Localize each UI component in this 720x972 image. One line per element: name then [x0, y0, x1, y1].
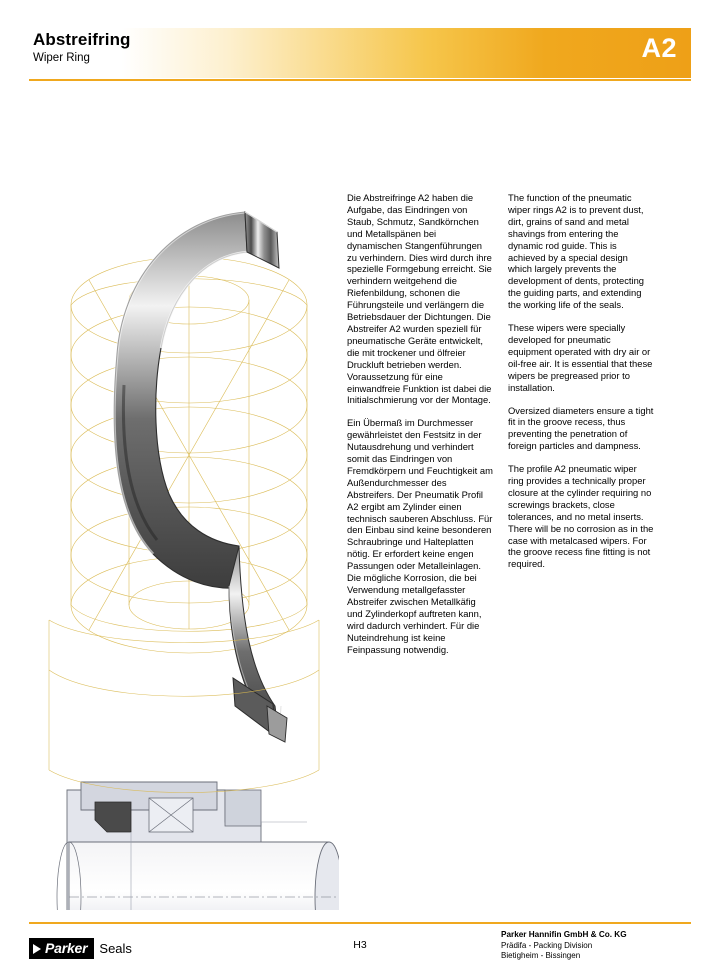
page-title: Abstreifring: [33, 30, 131, 49]
paragraph-en-3: Oversized diameters ensure a tight fit in the groove recess, thus preventing the penetration of foreign particles and dampness.: [508, 404, 654, 452]
header-titles: [33, 30, 131, 66]
parker-logo-seals: Seals: [99, 940, 132, 956]
technical-illustration: [29, 150, 339, 910]
cross-section-assembly: [57, 774, 339, 910]
construction-wireframe: [71, 257, 307, 653]
company-address: [501, 930, 691, 962]
text-column-english: [508, 192, 654, 581]
footer-divider: [29, 922, 691, 924]
page-subtitle: Wiper Ring: [33, 52, 90, 64]
company-name: Parker Hannifin GmbH & Co. KG: [501, 930, 627, 939]
page-footer: [29, 930, 691, 970]
page-header: [29, 28, 691, 78]
paragraph-en-1: The function of the pneumatic wiper rings A2 is to prevent dust, dirt, grains of sand and metal shavings from entering the dynamic rod guide. This is achieved by a special design which largely prevents the development of dents, protecting the guiding parts, and extending the working life of the seals.: [508, 192, 645, 311]
paragraph-de-2: Ein Übermaß im Durchmesser gewährleistet den Festsitz in der Nutausdrehung und verhindert somit das Eindringen von Fremdkörpern und Feuchtigkeit am Außendurchmesser des Abstreifers. Der Pneumatik Profil A2 ergibt am Zylinder einen technisch sauberen Abschluss. Für den Einbau sind keine besonderen Schraubringe und Halteplatten nötig. Er erfordert keine engen Passungen oder Metalleinlagen. Die mögliche Korrosion, die bei Verwendung metallgefasster Abstreifer zwischen Metallkäfig und Zylinderkopf auftreten kann, wird dadurch verhindert. Für die Nuteindrehung ist keine Feinpassung notwendig.: [347, 417, 493, 655]
paragraph-en-4: The profile A2 pneumatic wiper ring provides a technically proper closure at the cylinder requiring no screwings brackets, close tolerances, and no metal inserts. There will be no corrosion as in the case with metalcased wipers. For the groove recess fine fitting is not required.: [508, 463, 654, 570]
paragraph-de-1: Die Abstreifringe A2 haben die Aufgabe, das Eindringen von Staub, Schmutz, Sandkörnchen und Metallspänen bei dynamischen Stangenführungen zu verhindern. Dies wird durch ihre spezielle Formgebung erreicht. Sie verhindern weitgehend die Riefenbildung, schonen die Führungsteile und verlängern die Betriebsdauer der Dichtungen. Die Abstreifer A2 wurden speziell für pneumatische Geräte entwickelt, die mit trockener und ölfreier Druckluft betrieben werden. Voraussetzung für eine einwandfreie Funktion ist dabei die Initialschmierung vor der Montage.: [347, 192, 492, 406]
text-column-german: [347, 192, 493, 666]
page-number: H3: [353, 939, 367, 951]
parker-logo-mark: Parker: [29, 938, 94, 959]
wiper-ring-3d: [114, 212, 287, 742]
construction-wireframe-lower: [49, 620, 319, 793]
paragraph-en-2: These wipers were specially developed for pneumatic equipment operated with dry air or oil-free air. It is essential that these wipers be pregreased prior to installation.: [508, 322, 653, 393]
company-division: Prädifa - Packing Division: [501, 940, 593, 950]
parker-logo: [29, 938, 132, 959]
section-code: A2: [641, 33, 677, 63]
header-divider: [29, 79, 691, 81]
company-city: Bietigheim - Bissingen: [501, 951, 581, 960]
